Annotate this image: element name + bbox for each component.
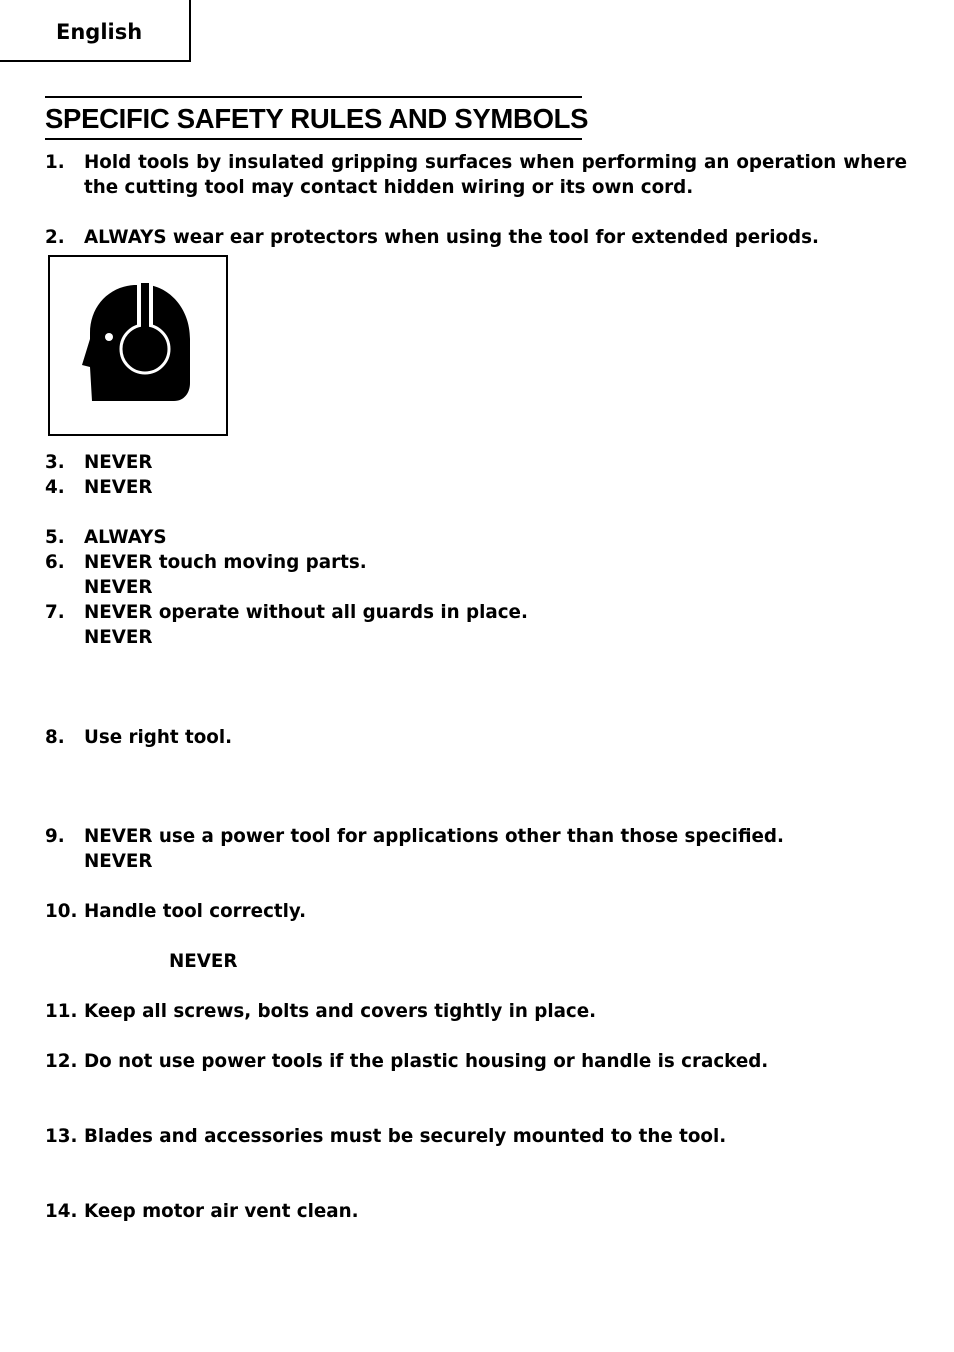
item-5-number: 5. — [45, 527, 65, 548]
item-1-text: Hold tools by insulated gripping surfaces when performing an operation where the cutting tool may contact hidden wiring or its own cord. — [84, 152, 907, 198]
item-4-text: NEVER — [84, 477, 153, 498]
item-4-number: 4. — [45, 477, 65, 498]
item-9-number: 9. — [45, 826, 65, 847]
item-6-text: NEVER touch moving parts. — [84, 552, 367, 573]
language-tab — [0, 0, 191, 62]
item-10-text: Handle tool correctly. — [84, 901, 307, 922]
item-3-text: NEVER — [84, 452, 153, 473]
page-title-text: SPECIFIC SAFETY RULES AND SYMBOLS — [45, 103, 589, 134]
item-10-number: 10. — [45, 901, 78, 922]
item-6-number: 6. — [45, 552, 65, 573]
item-5-text: ALWAYS — [84, 527, 167, 548]
item-9-text: NEVER use a power tool for applications other than those specified. — [84, 826, 784, 847]
item-14-number: 14. — [45, 1201, 78, 1222]
item-12-text: Do not use power tools if the plastic housing or handle is cracked. — [84, 1051, 769, 1072]
item-7-text: NEVER operate without all guards in place. — [84, 602, 528, 623]
item-11-number: 11. — [45, 1001, 78, 1022]
language-label: English — [56, 20, 143, 44]
item-12-number: 12. — [45, 1051, 78, 1072]
item-7-number: 7. — [45, 602, 65, 623]
item-10-note: NEVER — [169, 951, 238, 972]
item-14-text: Keep motor air vent clean. — [84, 1201, 359, 1222]
item-8-text: Use right tool. — [84, 727, 233, 748]
item-2-number: 2. — [45, 227, 65, 248]
item-7-note: NEVER — [84, 627, 153, 648]
item-13-text: Blades and accessories must be securely mounted to the tool. — [84, 1126, 727, 1147]
item-6-note: NEVER — [84, 577, 153, 598]
item-11-text: Keep all screws, bolts and covers tightly in place. — [84, 1001, 597, 1022]
item-9-note: NEVER — [84, 851, 153, 872]
page-title — [45, 96, 589, 140]
item-2-text: ALWAYS wear ear protectors when using the tool for extended periods. — [84, 227, 819, 248]
item-3-number: 3. — [45, 452, 65, 473]
item-13-number: 13. — [45, 1126, 78, 1147]
item-1-number: 1. — [45, 152, 65, 173]
ear-protector-icon — [50, 257, 226, 434]
ear-protector-symbol-box — [48, 255, 228, 436]
item-8-number: 8. — [45, 727, 65, 748]
